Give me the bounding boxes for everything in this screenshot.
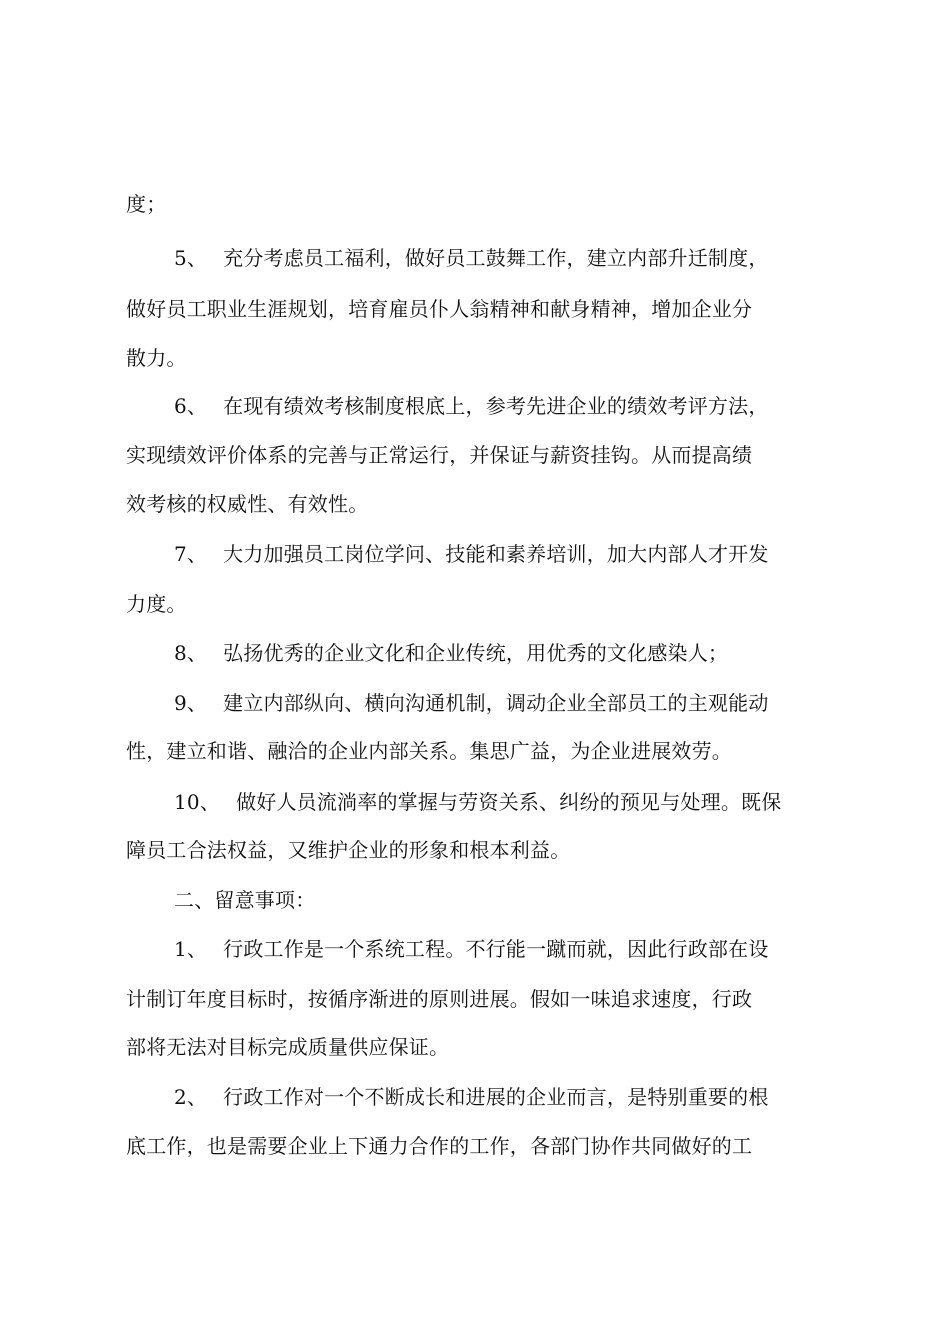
text-line — [126, 1129, 832, 1163]
item-number: 7、 — [174, 542, 208, 566]
text-line: 部将无法对目标完成质量供应保证。 — [126, 1035, 450, 1059]
text-line: 力度。 — [126, 592, 187, 616]
text-line: 做好员工职业生涯规划，培育雇员仆人翁精神和献身精神，增加企业分 — [126, 297, 753, 321]
text-line — [126, 487, 832, 521]
list-item-2 — [174, 1080, 832, 1114]
text-line: 行政工作是一个系统工程。不行能一蹴而就，因此行政部在设 — [223, 937, 769, 961]
text-line: 在现有绩效考核制度根底上，参考先进企业的绩效考评方法， — [223, 394, 769, 418]
text-line — [126, 438, 832, 472]
text-line: 障员工合法权益，又维护企业的形象和根本利益。 — [126, 838, 571, 862]
text-line: 性，建立和谐、融洽的企业内部关系。集思广益，为企业进展效劳。 — [126, 739, 732, 763]
text-line: 充分考虑员工福利，做好员工鼓舞工作，建立内部升迁制度， — [223, 246, 769, 270]
list-item-6 — [174, 389, 832, 423]
list-item-10 — [174, 785, 832, 819]
text-line — [126, 587, 832, 621]
text-line: 底工作，也是需要企业上下通力合作的工作，各部门协作共同做好的工 — [126, 1134, 753, 1158]
list-item-9 — [174, 686, 832, 720]
item-number: 2、 — [174, 1085, 208, 1109]
text-line: 做好人员流淌率的掌握与劳资关系、纠纷的预见与处理。既保 — [236, 790, 782, 814]
section-heading-text: 二、留意事项： — [174, 888, 316, 912]
text-line: 效考核的权威性、有效性。 — [126, 492, 369, 516]
text-line — [126, 1030, 832, 1064]
item-number: 8、 — [174, 641, 208, 665]
text-line — [126, 982, 832, 1016]
item-number: 5、 — [174, 246, 208, 270]
text-line: 度； — [126, 192, 167, 216]
list-item-7 — [174, 537, 832, 571]
item-number: 9、 — [174, 691, 208, 715]
item-number: 10、 — [174, 790, 221, 814]
text-line: 大力加强员工岗位学问、技能和素养培训，加大内部人才开发 — [223, 542, 769, 566]
list-item-8 — [174, 636, 832, 670]
text-line: 实现绩效评价体系的完善与正常运行，并保证与薪资挂钩。从而提高绩 — [126, 443, 753, 467]
text-line: 建立内部纵向、横向沟通机制，调动企业全部员工的主观能动 — [223, 691, 769, 715]
text-line — [126, 292, 832, 326]
text-line — [126, 341, 832, 375]
item-number: 1、 — [174, 937, 208, 961]
text-line: 弘扬优秀的企业文化和企业传统，用优秀的文化感染人； — [223, 641, 729, 665]
text-line — [126, 833, 832, 867]
section-heading — [174, 883, 832, 917]
list-item-5 — [174, 241, 832, 275]
text-line: 散力。 — [126, 346, 187, 370]
text-line: 行政工作对一个不断成长和进展的企业而言，是特别重要的根 — [223, 1085, 769, 1109]
text-line: 计制订年度目标时，按循序渐进的原则进展。假如一味追求速度，行政 — [126, 987, 753, 1011]
text-line — [126, 734, 832, 768]
item-number: 6、 — [174, 394, 208, 418]
text-line-continuation — [126, 187, 832, 221]
list-item-1 — [174, 932, 832, 966]
